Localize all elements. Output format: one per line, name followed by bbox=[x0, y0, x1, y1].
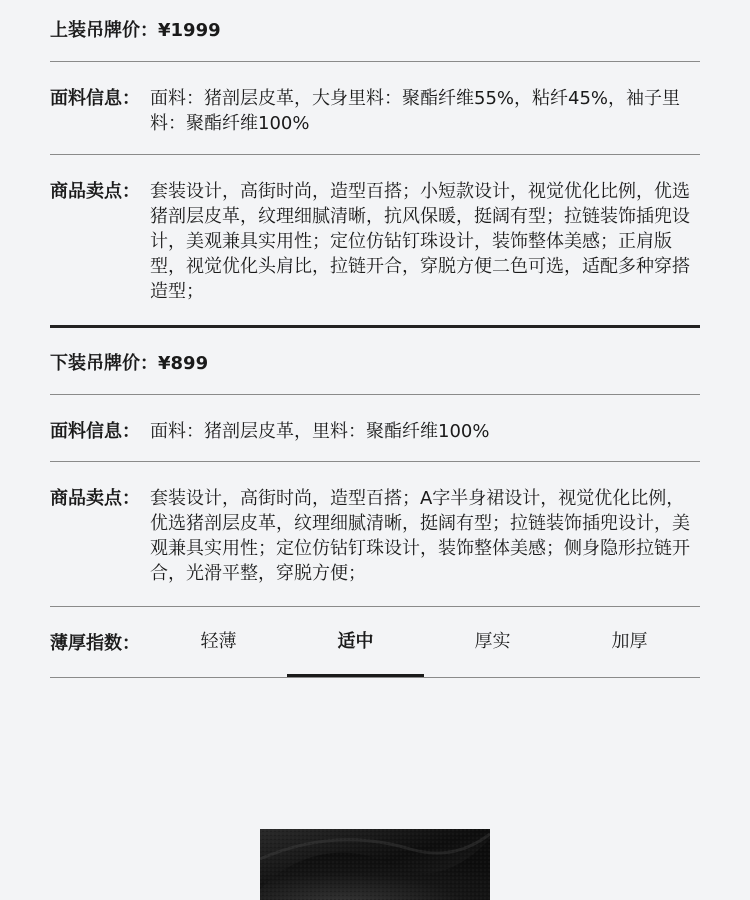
bottom-price-row bbox=[50, 351, 700, 376]
bottom-selling-row bbox=[50, 486, 700, 586]
leather-texture-image bbox=[260, 829, 490, 900]
divider bbox=[50, 61, 700, 62]
bottom-price-value: ¥899 bbox=[158, 353, 209, 374]
top-price-row bbox=[50, 18, 700, 43]
bottom-fabric-label: 面料信息： bbox=[50, 421, 140, 442]
divider bbox=[50, 154, 700, 155]
bottom-selling-label: 商品卖点： bbox=[50, 488, 140, 509]
top-selling-label: 商品卖点： bbox=[50, 181, 140, 202]
bottom-price-label: 下装吊牌价： bbox=[50, 353, 158, 374]
thickness-options bbox=[150, 607, 700, 677]
thickness-option-light: 轻薄 bbox=[200, 631, 237, 652]
bottom-selling-value: 套装设计，高街时尚，造型百搭；A字半身裙设计，视觉优化比例，优选猪剖层皮革，纹理细腻清晰，挺阔有型；拉链装饰插兜设计，美观兼具实用性；定位仿钻钉珠设计，装饰整体美感；侧身隐形拉链开合，光滑平整，穿脱方便； bbox=[150, 488, 690, 584]
thickness-option-medium-selected: 适中 bbox=[287, 607, 424, 677]
top-selling-row bbox=[50, 179, 700, 304]
thickness-option-thick: 厚实 bbox=[474, 631, 511, 652]
bottom-fabric-value: 面料：猪剖层皮革，里料：聚酯纤维100% bbox=[150, 421, 490, 442]
thickness-index-row bbox=[50, 607, 700, 677]
section-divider bbox=[50, 325, 700, 328]
bottom-fabric-row bbox=[50, 419, 700, 444]
top-selling-value: 套装设计，高街时尚，造型百搭；小短款设计，视觉优化比例，优选猪剖层皮革，纹理细腻清晰，抗风保暖，挺阔有型；拉链装饰插兜设计，美观兼具实用性；定位仿钻钉珠设计，装饰整体美感；正肩版型，视觉优化头肩比，拉链开合，穿脱方便二色可选，适配多种穿搭造型； bbox=[150, 181, 690, 302]
divider bbox=[50, 677, 700, 678]
top-fabric-row bbox=[50, 86, 700, 136]
leather-product-photo bbox=[260, 829, 490, 900]
top-fabric-label: 面料信息： bbox=[50, 88, 140, 109]
top-fabric-value: 面料：猪剖层皮革，大身里料：聚酯纤维55%，粘纤45%，袖子里料：聚酯纤维100% bbox=[150, 88, 681, 134]
divider bbox=[50, 461, 700, 462]
thickness-label: 薄厚指数： bbox=[50, 633, 140, 654]
top-price-value: ¥1999 bbox=[158, 20, 221, 41]
thickness-option-extra-thick: 加厚 bbox=[611, 631, 648, 652]
top-price-label: 上装吊牌价： bbox=[50, 20, 158, 41]
divider bbox=[50, 394, 700, 395]
